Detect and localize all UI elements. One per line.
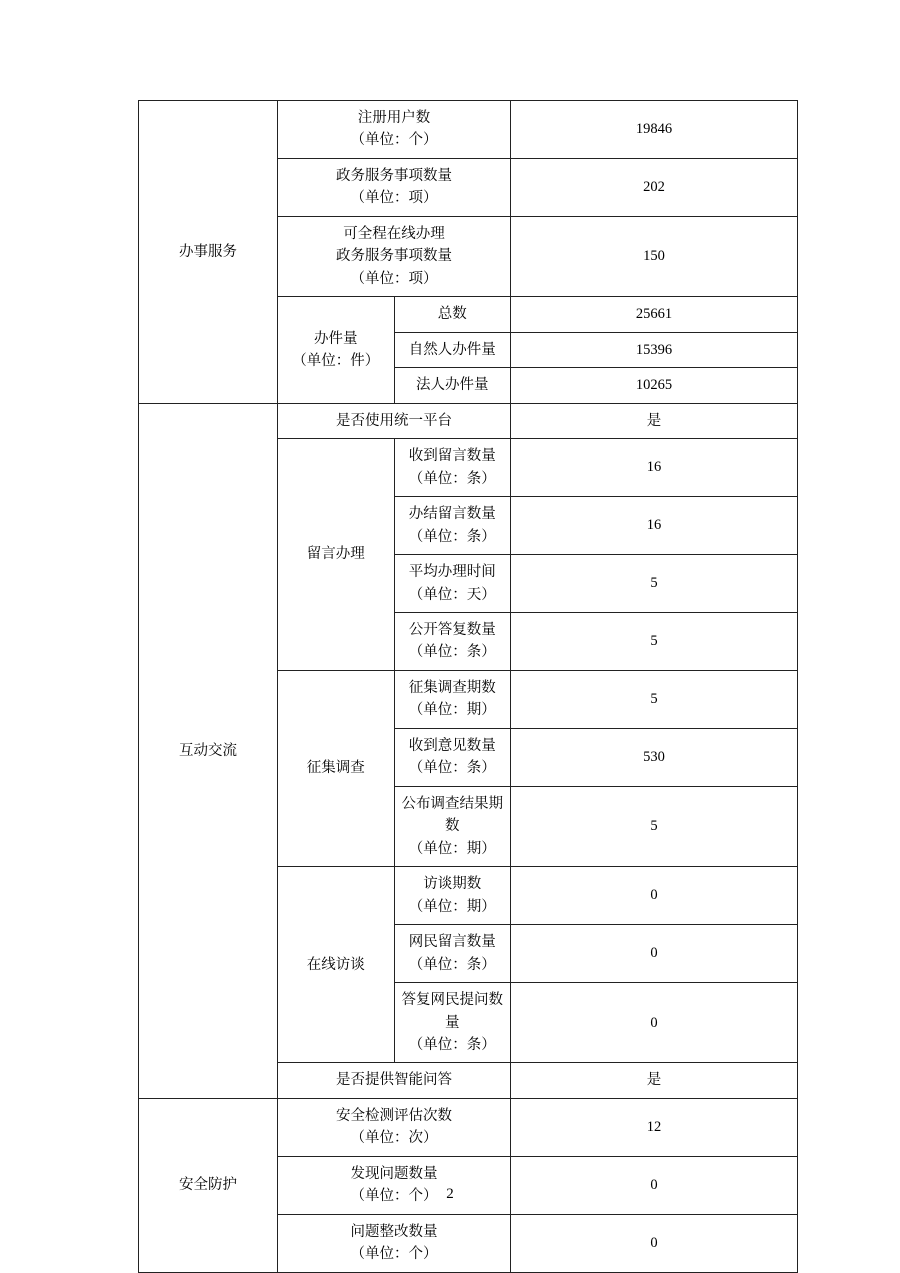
sub-label-line2: （单位：条） bbox=[408, 470, 496, 487]
item-cell-handled-cases bbox=[278, 297, 395, 403]
sub-label-line1: 访谈期数 bbox=[423, 876, 482, 893]
category-cell-interaction: 互动交流 bbox=[139, 403, 278, 1098]
item-label-line1: 安全检测评估次数 bbox=[336, 1107, 452, 1124]
sub-cell-public-replies bbox=[394, 612, 511, 670]
item-label-line1: 办件量 bbox=[314, 330, 358, 347]
sub-cell-messages-completed bbox=[394, 497, 511, 555]
category-cell-service: 办事服务 bbox=[139, 101, 278, 404]
item-cell-unified-platform: 是否使用统一平台 bbox=[278, 403, 511, 438]
item-label-line1: 注册用户数 bbox=[357, 110, 431, 126]
sub-label-line1: 平均办理时间 bbox=[408, 564, 496, 581]
value-cell-issues-found: 0 bbox=[511, 1156, 798, 1214]
value-cell-natural-person: 15396 bbox=[511, 332, 798, 367]
item-label-line1: 可全程在线办理 bbox=[343, 225, 445, 242]
sub-label-line2: （单位：条） bbox=[408, 956, 496, 973]
value-cell-legal-person: 10265 bbox=[511, 368, 798, 403]
sub-cell-legal-person: 法人办件量 bbox=[394, 368, 511, 403]
item-label-line2: （单位：个） bbox=[350, 132, 438, 149]
value-cell-average-time: 5 bbox=[511, 555, 798, 613]
sub-cell-average-time bbox=[394, 555, 511, 613]
sub-label-line1: 答复网民提问数量 bbox=[401, 992, 503, 1031]
item-label-line2: 政务服务事项数量 bbox=[336, 248, 452, 265]
table-row bbox=[139, 101, 798, 159]
value-cell-online-service-items: 150 bbox=[511, 216, 798, 296]
value-cell-service-items: 202 bbox=[511, 158, 798, 216]
sub-cell-messages-received bbox=[394, 439, 511, 497]
sub-label-line2: （单位：条） bbox=[408, 644, 496, 661]
sub-label-line1: 公开答复数量 bbox=[408, 621, 496, 638]
item-cell-message-handling: 留言办理 bbox=[278, 439, 395, 671]
item-cell-online-interview: 在线访谈 bbox=[278, 867, 395, 1063]
value-cell-messages-completed: 16 bbox=[511, 497, 798, 555]
item-cell-registered-users bbox=[278, 101, 511, 159]
sub-label-line2: （单位：条） bbox=[408, 1037, 496, 1053]
item-cell-service-items bbox=[278, 158, 511, 216]
sub-cell-survey-count bbox=[394, 670, 511, 728]
value-cell-opinions-received: 530 bbox=[511, 728, 798, 786]
sub-label-line1: 征集调查期数 bbox=[408, 679, 496, 696]
sub-label-line2: （单位：天） bbox=[408, 586, 496, 603]
value-cell-interview-count: 0 bbox=[511, 867, 798, 925]
value-cell-registered-users: 19846 bbox=[511, 101, 798, 159]
sub-cell-natural-person: 自然人办件量 bbox=[394, 332, 511, 367]
item-label-line2: （单位：个） bbox=[350, 1246, 438, 1263]
item-cell-issues-fixed bbox=[278, 1214, 511, 1272]
value-cell-smart-qa: 是 bbox=[511, 1063, 798, 1098]
sub-cell-netizen-messages bbox=[394, 925, 511, 983]
sub-label-line1: 办结留言数量 bbox=[408, 506, 496, 523]
category-cell-security: 安全防护 bbox=[139, 1098, 278, 1272]
value-cell-security-assessments: 12 bbox=[511, 1098, 798, 1156]
value-cell-survey-count: 5 bbox=[511, 670, 798, 728]
item-label-line2: （单位：件） bbox=[292, 352, 380, 369]
value-cell-messages-received: 16 bbox=[511, 439, 798, 497]
sub-label-line2: （单位：条） bbox=[408, 760, 496, 777]
value-cell-unified-platform: 是 bbox=[511, 403, 798, 438]
sub-label-line1: 收到意见数量 bbox=[408, 737, 496, 754]
sub-cell-interview-count bbox=[394, 867, 511, 925]
sub-label-line2: （单位：条） bbox=[408, 528, 496, 545]
value-cell-netizen-replies: 0 bbox=[511, 983, 798, 1063]
item-label-line2: （单位：次） bbox=[350, 1130, 438, 1147]
item-cell-survey: 征集调查 bbox=[278, 670, 395, 866]
sub-cell-results-published bbox=[394, 786, 511, 866]
sub-cell-netizen-replies bbox=[394, 983, 511, 1063]
item-label-line2: （单位：项） bbox=[350, 190, 438, 207]
item-label-line1: 发现问题数量 bbox=[350, 1165, 438, 1182]
sub-label-line2: （单位：期） bbox=[408, 840, 496, 857]
sub-label-line2: （单位：期） bbox=[408, 898, 496, 915]
item-label-line2: （单位：个） bbox=[350, 1188, 438, 1205]
value-cell-public-replies: 5 bbox=[511, 612, 798, 670]
item-label-line1: 政务服务事项数量 bbox=[336, 167, 452, 184]
value-cell-total: 25661 bbox=[511, 297, 798, 332]
item-label-line3: （单位：项） bbox=[350, 270, 438, 287]
item-cell-online-service-items bbox=[278, 216, 511, 296]
sub-label-line1: 公布调查结果期数 bbox=[401, 795, 503, 835]
item-cell-security-assessments bbox=[278, 1098, 511, 1156]
sub-label-line2: （单位：期） bbox=[408, 702, 496, 719]
government-website-statistics-table bbox=[138, 100, 798, 1273]
item-label-line1: 问题整改数量 bbox=[350, 1223, 438, 1240]
sub-cell-total: 总数 bbox=[394, 297, 511, 332]
page-number: 2 bbox=[446, 1186, 454, 1202]
table-row bbox=[139, 1098, 798, 1156]
table-row bbox=[139, 403, 798, 438]
value-cell-results-published: 5 bbox=[511, 786, 798, 866]
sub-label-line1: 网民留言数量 bbox=[408, 934, 496, 951]
sub-cell-opinions-received bbox=[394, 728, 511, 786]
value-cell-issues-fixed: 0 bbox=[511, 1214, 798, 1272]
item-cell-smart-qa: 是否提供智能问答 bbox=[278, 1063, 511, 1098]
value-cell-netizen-messages: 0 bbox=[511, 925, 798, 983]
sub-label-line1: 收到留言数量 bbox=[408, 448, 496, 465]
